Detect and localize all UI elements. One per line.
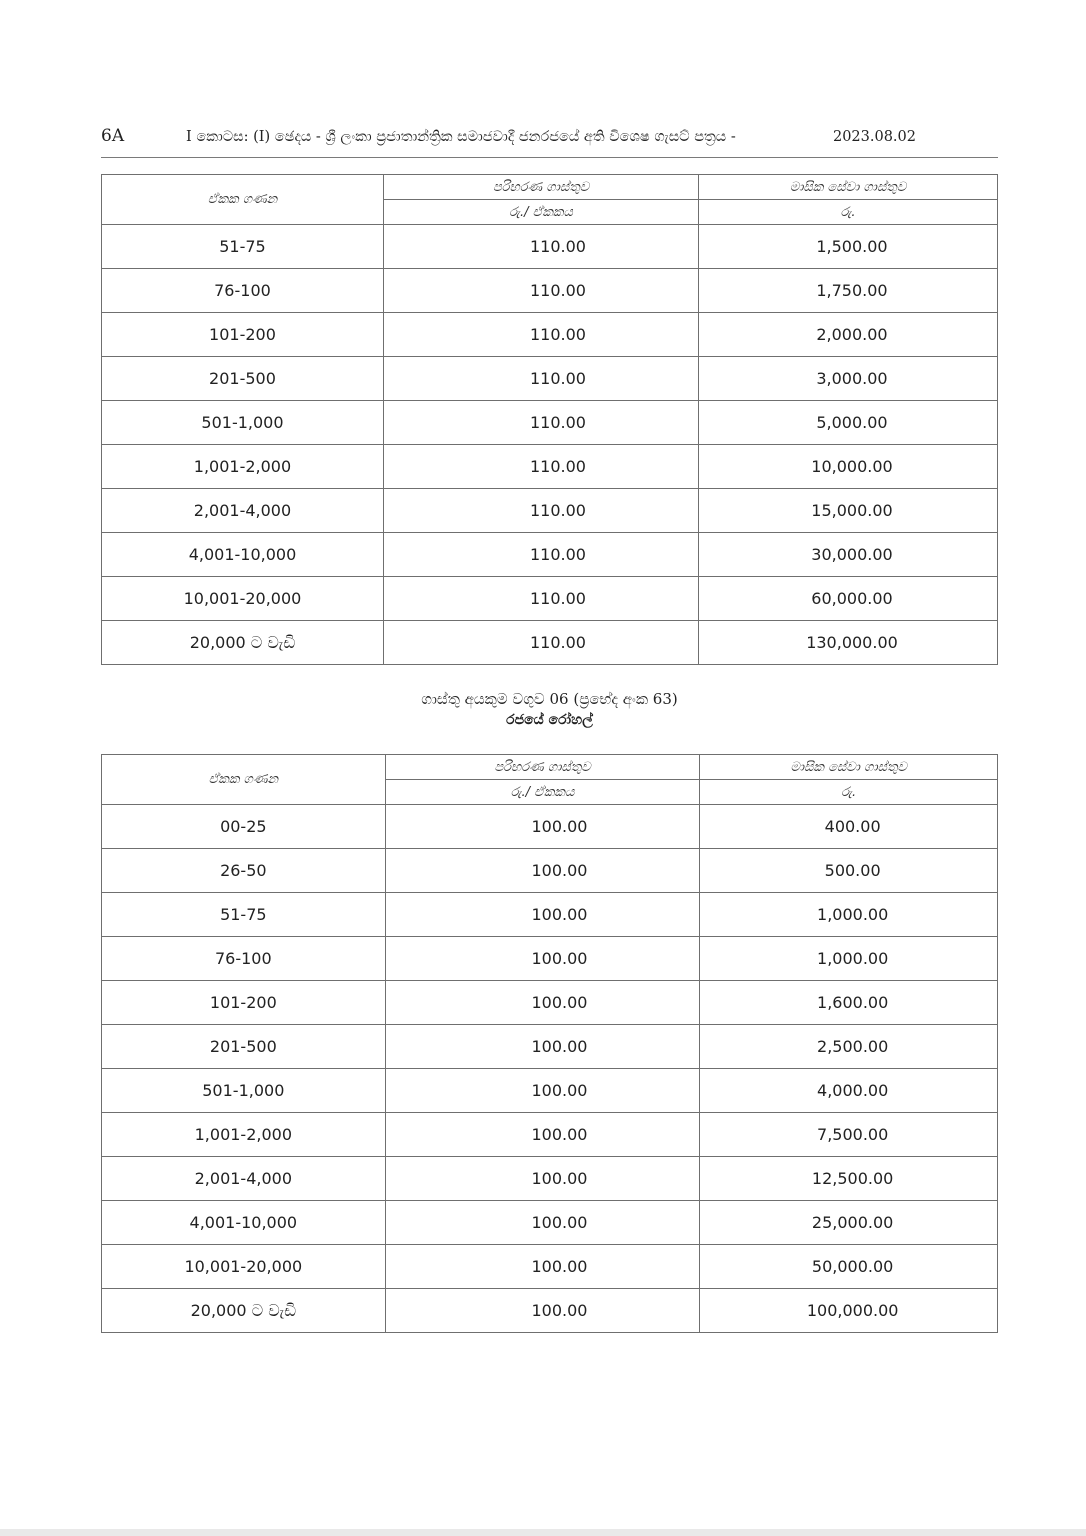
units-cell: 4,001-10,000 — [102, 1201, 386, 1245]
table-row — [102, 937, 998, 981]
monthly-column-header: මාසික සේවා ගාස්තුව — [698, 175, 997, 200]
fee-cell: 110.00 — [383, 401, 698, 445]
monthly-cell: 10,000.00 — [698, 445, 997, 489]
fee-cell: 100.00 — [385, 805, 700, 849]
units-cell: 2,001-4,000 — [102, 1157, 386, 1201]
fee-cell: 110.00 — [383, 357, 698, 401]
fee-column-header: පරිභරණ ගාස්තුව — [383, 175, 698, 200]
table-row — [102, 533, 998, 577]
units-column-header: ඒකක ගණන — [102, 755, 386, 805]
units-cell: 201-500 — [102, 1025, 386, 1069]
table-row — [102, 357, 998, 401]
fee-cell: 100.00 — [385, 1157, 700, 1201]
monthly-unit-header: රු. — [698, 200, 997, 225]
fee-unit-header: රු./ ඒකකය — [383, 200, 698, 225]
units-cell: 20,000 ට වැඩි — [102, 1289, 386, 1333]
monthly-unit-header: රු. — [700, 780, 998, 805]
table-row — [102, 893, 998, 937]
table-row — [102, 269, 998, 313]
fee-cell: 110.00 — [383, 269, 698, 313]
section-title: ගාස්තු අයකුම වගුව 06 (ප්‍රභේද අංක 63) — [421, 690, 678, 708]
fee-column-header: පරිභරණ ගාස්තුව — [385, 755, 700, 780]
monthly-cell: 15,000.00 — [698, 489, 997, 533]
header-date: 2023.08.02 — [832, 129, 916, 145]
table-row — [102, 1201, 998, 1245]
table-row — [102, 1025, 998, 1069]
units-cell: 1,001-2,000 — [102, 1113, 386, 1157]
units-cell: 4,001-10,000 — [102, 533, 384, 577]
rate-table-2 — [101, 754, 998, 1333]
fee-cell: 110.00 — [383, 445, 698, 489]
units-cell: 101-200 — [102, 313, 384, 357]
table-row — [102, 1069, 998, 1113]
fee-cell: 110.00 — [383, 621, 698, 665]
fee-cell: 100.00 — [385, 981, 700, 1025]
monthly-cell: 100,000.00 — [700, 1289, 998, 1333]
units-cell: 00-25 — [102, 805, 386, 849]
table-row — [102, 1245, 998, 1289]
fee-cell: 110.00 — [383, 577, 698, 621]
rate-table-1 — [101, 174, 998, 665]
units-cell: 26-50 — [102, 849, 386, 893]
fee-cell: 100.00 — [385, 849, 700, 893]
fee-cell: 110.00 — [383, 313, 698, 357]
running-title: I කොටස: (I) ඡෙදය - ශ්‍රී ලංකා ප්‍රජාතාන්ත්‍රික සමාජවාදී ජනරජයේ අති විශෙෂ ගැසට් පත්‍රය - — [186, 129, 736, 145]
fee-cell: 100.00 — [385, 1113, 700, 1157]
monthly-cell: 400.00 — [700, 805, 998, 849]
fee-cell: 100.00 — [385, 1289, 700, 1333]
table-row — [102, 401, 998, 445]
units-cell: 2,001-4,000 — [102, 489, 384, 533]
monthly-cell: 1,750.00 — [698, 269, 997, 313]
fee-cell: 110.00 — [383, 225, 698, 269]
table-row — [102, 849, 998, 893]
fee-cell: 100.00 — [385, 1201, 700, 1245]
monthly-cell: 1,000.00 — [700, 893, 998, 937]
units-cell: 501-1,000 — [102, 1069, 386, 1113]
page-number: 6A — [101, 126, 125, 146]
units-cell: 76-100 — [102, 937, 386, 981]
monthly-cell: 500.00 — [700, 849, 998, 893]
monthly-cell: 3,000.00 — [698, 357, 997, 401]
running-header — [186, 129, 916, 145]
monthly-cell: 1,000.00 — [700, 937, 998, 981]
fee-cell: 100.00 — [385, 937, 700, 981]
units-cell: 10,001-20,000 — [102, 577, 384, 621]
table-row — [102, 621, 998, 665]
header-rule — [101, 157, 998, 158]
units-cell: 501-1,000 — [102, 401, 384, 445]
table-row — [102, 805, 998, 849]
monthly-cell: 2,500.00 — [700, 1025, 998, 1069]
table-row — [102, 1113, 998, 1157]
monthly-cell: 30,000.00 — [698, 533, 997, 577]
monthly-cell: 12,500.00 — [700, 1157, 998, 1201]
monthly-cell: 1,600.00 — [700, 981, 998, 1025]
units-cell: 51-75 — [102, 893, 386, 937]
bottom-strip — [0, 1529, 1086, 1536]
table-row — [102, 225, 998, 269]
units-cell: 101-200 — [102, 981, 386, 1025]
units-cell: 10,001-20,000 — [102, 1245, 386, 1289]
units-cell: 76-100 — [102, 269, 384, 313]
monthly-cell: 130,000.00 — [698, 621, 997, 665]
units-column-header: ඒකක ගණන — [102, 175, 384, 225]
monthly-cell: 2,000.00 — [698, 313, 997, 357]
table-row — [102, 489, 998, 533]
table-row — [102, 445, 998, 489]
table-row — [102, 313, 998, 357]
table-row — [102, 1157, 998, 1201]
fee-cell: 100.00 — [385, 1245, 700, 1289]
table-row — [102, 981, 998, 1025]
units-cell: 51-75 — [102, 225, 384, 269]
monthly-cell: 5,000.00 — [698, 401, 997, 445]
fee-cell: 110.00 — [383, 533, 698, 577]
fee-cell: 100.00 — [385, 893, 700, 937]
units-cell: 1,001-2,000 — [102, 445, 384, 489]
monthly-cell: 4,000.00 — [700, 1069, 998, 1113]
monthly-column-header: මාසික සේවා ගාස්තුව — [700, 755, 998, 780]
monthly-cell: 7,500.00 — [700, 1113, 998, 1157]
table-row — [102, 577, 998, 621]
fee-cell: 100.00 — [385, 1025, 700, 1069]
monthly-cell: 1,500.00 — [698, 225, 997, 269]
table-row — [102, 1289, 998, 1333]
monthly-cell: 60,000.00 — [698, 577, 997, 621]
monthly-cell: 50,000.00 — [700, 1245, 998, 1289]
units-cell: 20,000 ට වැඩි — [102, 621, 384, 665]
fee-cell: 100.00 — [385, 1069, 700, 1113]
monthly-cell: 25,000.00 — [700, 1201, 998, 1245]
section-subtitle: රජයේ රෝහල් — [506, 712, 593, 728]
fee-cell: 110.00 — [383, 489, 698, 533]
units-cell: 201-500 — [102, 357, 384, 401]
fee-unit-header: රු./ ඒකකය — [385, 780, 700, 805]
